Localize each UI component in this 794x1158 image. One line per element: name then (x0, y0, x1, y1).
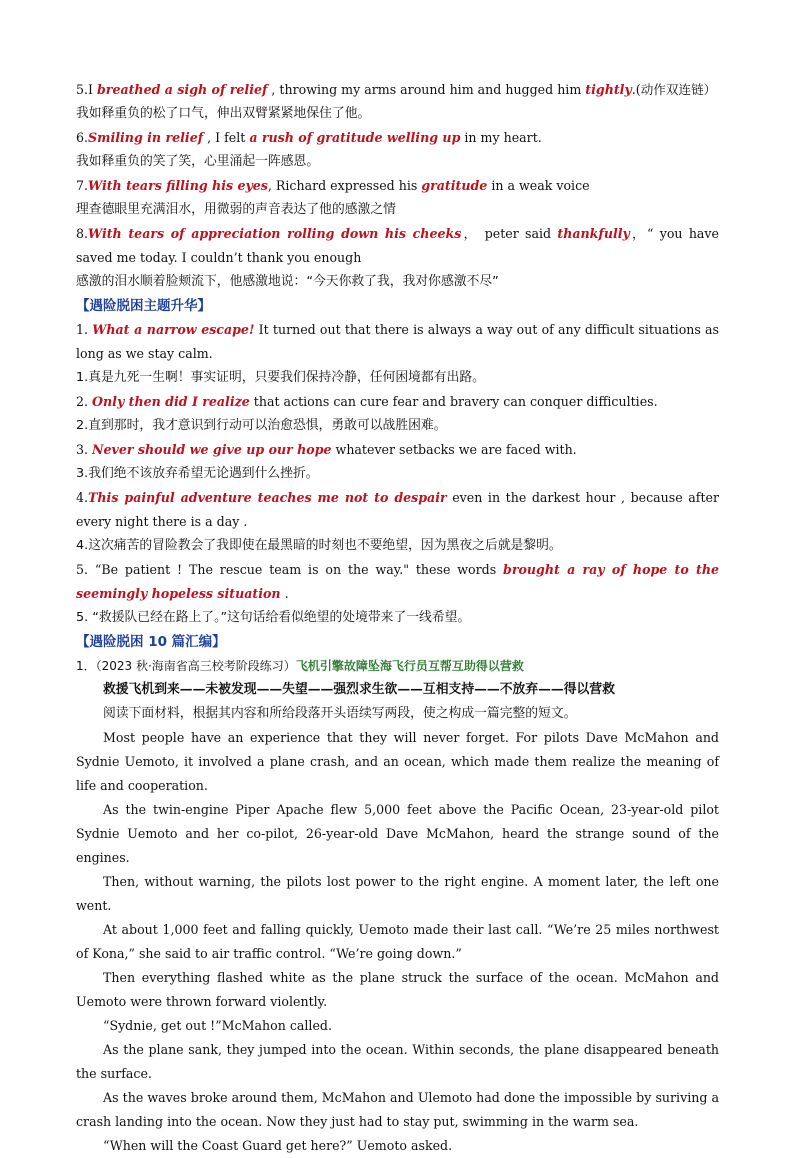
passage-paragraph: “When will the Coast Guard get here?” Uemoto asked. (103, 1138, 453, 1153)
theme-sentence-2-translation: 2.直到那时，我才意识到行动可以治愈恐惧，勇敢可以战胜困难。 (76, 418, 447, 433)
passage-paragraph: Most people have an experience that they will never forget. For pilots Dave McMahon and Sydnie Uemoto, it involved a plane crash, and an ocean, which made them realize the meaning of life and cooperation. (76, 730, 719, 793)
theme-sentence-4-translation: 4.这次痛苦的冒险教会了我即使在最黑暗的时刻也不要绝望，因为黑夜之后就是黎明。 (76, 538, 562, 553)
sentence-8: 8.With tears of appreciation rolling down his cheeks， peter said thankfully，“ you have saved me today. I couldn’t thank you enough (76, 226, 720, 265)
theme-sentence-3-translation: 3.我们绝不该放弃希望无论遇到什么挫折。 (76, 466, 319, 481)
plot-outline: 救援飞机到来——未被发现——失望——强烈求生欲——互相支持——不放弃——得以营救 (103, 682, 615, 697)
instruction-text: 阅读下面材料，根据其内容和所给段落开头语续写两段，使之构成一篇完整的短文。 (103, 706, 577, 721)
theme-sentence-3: 3. Never should we give up our hope whatever setbacks we are faced with. (76, 442, 577, 457)
theme-sentence-4: 4.This painful adventure teaches me not to despair even in the darkest hour , because after every night there is a day . (76, 490, 719, 529)
passage-paragraph: Then, without warning, the pilots lost power to the right engine. A moment later, the left one went. (76, 874, 719, 913)
section-header-theme: 【遇险脱困主题升华】 (76, 298, 211, 314)
passage-paragraph: As the waves broke around them, McMahon and Ulemoto had done the impossible by suriving a crash landing into the ocean. Now they just had to stay put, swimming in the warm sea. (76, 1090, 719, 1129)
theme-sentence-5-translation: 5. “救援队已经在路上了。”这句话给看似绝望的处境带来了一线希望。 (76, 610, 471, 625)
sentence-5: 5.I breathed a sigh of relief , throwing my arms around him and hugged him tightly.(动作双连链） (76, 82, 717, 97)
passage-paragraph: As the twin-engine Piper Apache flew 5,000 feet above the Pacific Ocean, 23-year-old pilot Sydnie Uemoto and her co-pilot, 26-year-old Dave McMahon, heard the strange sound of the engines. (76, 802, 719, 865)
passage-paragraph: At about 1,000 feet and falling quickly, Uemoto made their last call. “We’re 25 miles northwest of Kona,” she said to air traffic control. “We’re going down.” (76, 922, 719, 961)
theme-sentence-1-translation: 1.真是九死一生啊！事实证明，只要我们保持冷静，任何困境都有出路。 (76, 370, 485, 385)
theme-sentence-2: 2. Only then did I realize that actions can cure fear and bravery can conquer difficulties. (76, 394, 658, 409)
sentence-6-translation: 我如释重负的笑了笑，心里涌起一阵感恩。 (76, 154, 320, 169)
passage-paragraph: “Sydnie, get out !”McMahon called. (103, 1018, 332, 1033)
sentence-7-translation: 理查德眼里充满泪水，用微弱的声音表达了他的感激之情 (76, 202, 396, 217)
sentence-8-translation: 感激的泪水顺着脸颊流下，他感激地说：“今天你救了我，我对你感激不尽” (76, 274, 499, 289)
section-header-compilation: 【遇险脱困 10 篇汇编】 (76, 634, 226, 650)
passage-paragraph: As the plane sank, they jumped into the ocean. Within seconds, the plane disappeared beneath the surface. (76, 1042, 719, 1081)
theme-sentence-1: 1. What a narrow escape! It turned out that there is always a way out of any difficult situations as long as we stay calm. (76, 322, 720, 361)
passage-paragraph: Then everything flashed white as the plane struck the surface of the ocean. McMahon and Uemoto were thrown forward violently. (76, 970, 719, 1009)
sentence-5-translation: 我如释重负的松了口气，伸出双臂紧紧地保住了他。 (76, 106, 371, 121)
sentence-7: 7.With tears filling his eyes, Richard expressed his gratitude in a weak voice (76, 178, 590, 193)
theme-sentence-5: 5. “Be patient ! The rescue team is on the way." these words brought a ray of hope to the seemingly hopeless situation . (76, 562, 719, 601)
document-page (76, 78, 719, 1158)
sentence-6: 6.Smiling in relief , I felt a rush of gratitude welling up in my heart. (76, 130, 542, 145)
question-title: 1．（2023 秋·海南省高三校考阶段练习）飞机引擎故障坠海飞行员互帮互助得以营救 (76, 659, 524, 673)
